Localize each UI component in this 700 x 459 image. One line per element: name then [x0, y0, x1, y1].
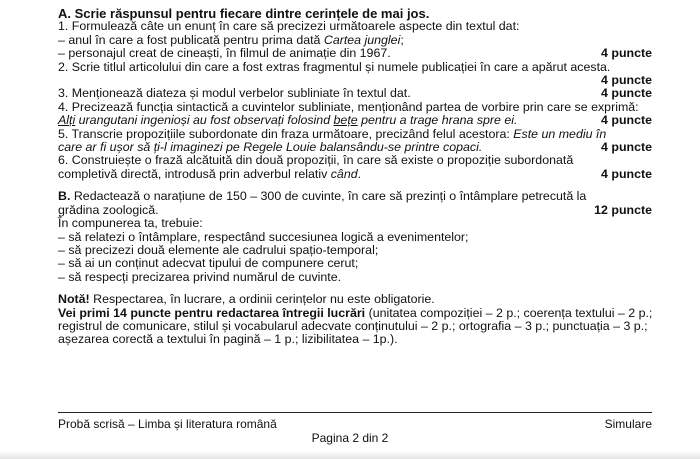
question-3: 3. Menționează diateza și modul verbelor subliniate în textul dat. 4 puncte: [58, 86, 652, 101]
footer-divider: [58, 412, 652, 413]
page-number: Pagina 2 din 2: [311, 431, 389, 445]
note-scoring: Vei primi 14 puncte pentru redactarea întregii lucrări (unitatea compoziției – 2 p.; coerența textului – 2 p.;: [58, 305, 653, 320]
points-q1: 4 puncte: [601, 46, 652, 61]
note-line: Notă! Respectarea, în lucrare, a ordinii cerințelor nu este obligatorie.: [58, 292, 435, 307]
section-b-task: B. Redactează o narațiune de 150 – 300 de cuvinte, în care să prezinți o întâmplare petrecută la: [58, 189, 587, 204]
section-b-bullet: – să relatezi o întâmplare, respectând succesiunea logică a evenimentelor;: [58, 229, 469, 244]
question-1-item-a: – anul în care a fost publicată pentru prima dată Cartea junglei;: [58, 32, 404, 47]
points-q2: 4 puncte: [601, 73, 652, 88]
section-b-bullet: – să ai un conținut adecvat tipului de compunere cerut;: [58, 256, 359, 271]
question-6-cont: completivă directă, introdusă prin adverbul relativ când. 4 puncte: [58, 166, 652, 181]
points-q6: 4 puncte: [601, 166, 652, 181]
section-a-title: A. Scrie răspunsul pentru fiecare dintre cerințele de mai jos.: [58, 6, 430, 21]
question-4: 4. Precizează funcția sintactică a cuvintelor subliniate, menționând partea de vorbire prin care se exprimă:: [58, 99, 639, 114]
question-4-example: Alți urangutani ingenioși au fost observați folosind bețe pentru a trage hrana spre ei. 4 puncte: [58, 113, 652, 128]
note-scoring-end: așezarea corectă a textului în pagină – 1 p.; lizibilitatea – 1p.).: [58, 332, 398, 347]
question-1-item-b: – personajul creat de cineaști, în filmul de animație din 1967. 4 puncte: [58, 46, 652, 61]
footer-session: Simulare: [604, 417, 652, 431]
section-b-bullet: – să precizezi două elemente ale cadrului spațio-temporal;: [58, 242, 379, 257]
question-6: 6. Construiește o frază alcătuită din două propoziții, în care să existe o propoziție subordonată: [58, 153, 574, 168]
points-section-b: 12 puncte: [594, 202, 652, 217]
section-b-bullet: – să respecți precizarea privind numărul de cuvinte.: [58, 269, 342, 284]
points-q5: 4 puncte: [601, 140, 652, 155]
question-1: 1. Formulează câte un enunț în care să precizezi următoarele aspecte din textul dat:: [58, 19, 520, 34]
question-2: 2. Scrie titlul articolului din care a fost extras fragmentul și numele publicației în care a apărut acesta.: [58, 59, 611, 74]
section-b-intro: În compunerea ta, trebuie:: [58, 216, 203, 231]
scan-edge-shadow: [0, 451, 700, 459]
points-q4: 4 puncte: [601, 113, 652, 128]
footer-exam-name: Probă scrisă – Limba și literatura română: [58, 417, 277, 431]
points-q3: 4 puncte: [601, 86, 652, 101]
question-5: 5. Transcrie propozițiile subordonate din fraza următoare, precizând felul acestora: Este un mediu în: [58, 126, 607, 141]
section-b-task-cont: grădina zoologică. 12 puncte: [58, 202, 652, 217]
question-2-points-row: [58, 74, 652, 87]
footer: [58, 417, 652, 431]
note-scoring-cont: registrul de comunicare, stilul și vocabularul adecvate conținutului – 2 p.; ortografia – 3 p.; punctuația – 3 p.;: [58, 318, 648, 333]
question-5-sentence: care ar fi ușor să ți-l imaginezi pe Regele Louie balansându-se printre copaci. 4 puncte: [58, 140, 652, 155]
